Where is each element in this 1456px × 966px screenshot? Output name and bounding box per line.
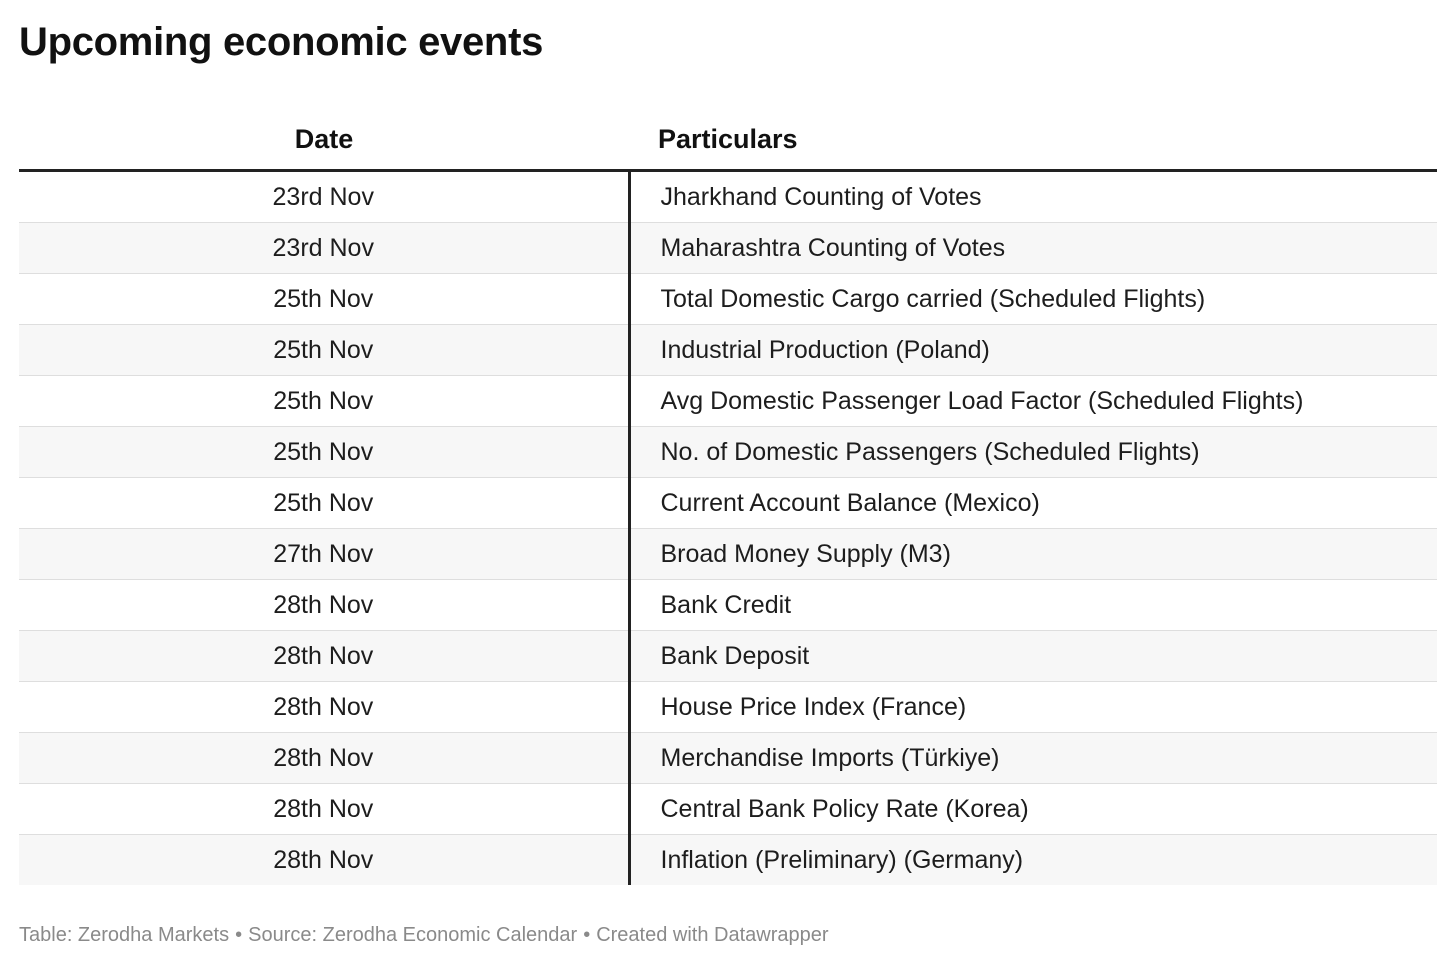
cell-particulars: Broad Money Supply (M3)	[629, 529, 1437, 580]
cell-date: 25th Nov	[19, 274, 629, 325]
cell-date: 25th Nov	[19, 376, 629, 427]
cell-particulars: Avg Domestic Passenger Load Factor (Scheduled Flights)	[629, 376, 1437, 427]
cell-particulars: Industrial Production (Poland)	[629, 325, 1437, 376]
events-table	[19, 108, 1437, 885]
table-row	[19, 835, 1437, 886]
table-header-row	[19, 108, 1437, 171]
cell-date: 23rd Nov	[19, 223, 629, 274]
cell-particulars: Jharkhand Counting of Votes	[629, 171, 1437, 223]
footer-separator: •	[235, 924, 243, 946]
table-row	[19, 376, 1437, 427]
footer-credit: Table: Zerodha Markets	[19, 924, 230, 946]
table-row	[19, 171, 1437, 223]
cell-particulars: House Price Index (France)	[629, 682, 1437, 733]
footer-separator: •	[583, 924, 591, 946]
cell-particulars: Central Bank Policy Rate (Korea)	[629, 784, 1437, 835]
cell-date: 28th Nov	[19, 733, 629, 784]
table-row	[19, 733, 1437, 784]
table-row	[19, 631, 1437, 682]
cell-date: 28th Nov	[19, 784, 629, 835]
table-row	[19, 784, 1437, 835]
cell-date: 25th Nov	[19, 325, 629, 376]
table-row	[19, 580, 1437, 631]
table-row	[19, 274, 1437, 325]
cell-date: 23rd Nov	[19, 171, 629, 223]
footer-tool-credit: Created with Datawrapper	[596, 924, 829, 946]
cell-date: 25th Nov	[19, 427, 629, 478]
cell-date: 28th Nov	[19, 835, 629, 886]
table-row	[19, 223, 1437, 274]
events-table-container	[19, 108, 1437, 885]
cell-date: 28th Nov	[19, 682, 629, 733]
table-title: Upcoming economic events	[19, 20, 544, 64]
column-header-date: Date	[19, 108, 629, 171]
column-header-particulars: Particulars	[629, 108, 1437, 171]
cell-date: 28th Nov	[19, 631, 629, 682]
cell-particulars: Maharashtra Counting of Votes	[629, 223, 1437, 274]
cell-particulars: No. of Domestic Passengers (Scheduled Flights)	[629, 427, 1437, 478]
cell-particulars: Total Domestic Cargo carried (Scheduled Flights)	[629, 274, 1437, 325]
cell-date: 28th Nov	[19, 580, 629, 631]
table-footer	[19, 922, 829, 948]
cell-particulars: Merchandise Imports (Türkiye)	[629, 733, 1437, 784]
cell-particulars: Inflation (Preliminary) (Germany)	[629, 835, 1437, 886]
table-body	[19, 171, 1437, 886]
table-row	[19, 325, 1437, 376]
cell-date: 27th Nov	[19, 529, 629, 580]
footer-source: Source: Zerodha Economic Calendar	[248, 924, 578, 946]
table-row	[19, 427, 1437, 478]
cell-date: 25th Nov	[19, 478, 629, 529]
cell-particulars: Bank Credit	[629, 580, 1437, 631]
table-row	[19, 529, 1437, 580]
cell-particulars: Bank Deposit	[629, 631, 1437, 682]
table-row	[19, 682, 1437, 733]
table-row	[19, 478, 1437, 529]
cell-particulars: Current Account Balance (Mexico)	[629, 478, 1437, 529]
